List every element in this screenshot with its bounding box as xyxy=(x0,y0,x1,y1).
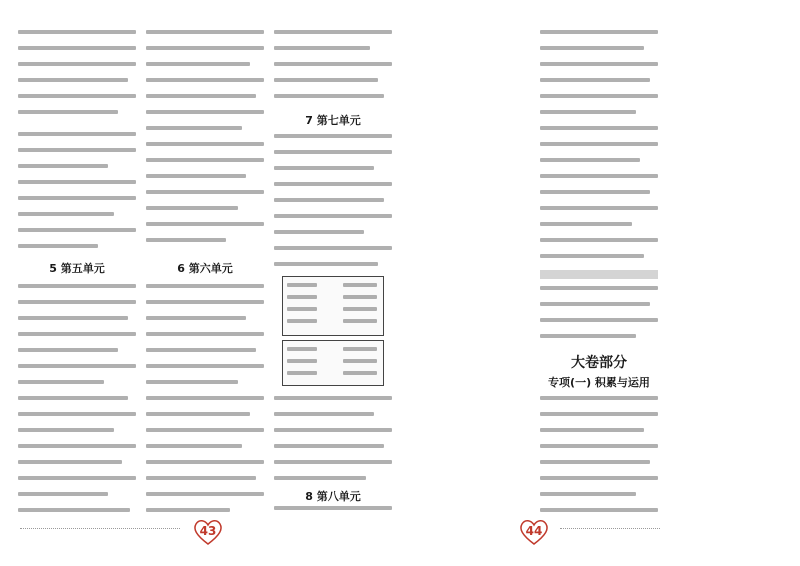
matching-diagram xyxy=(282,276,384,336)
subsection-title: 专项(一) 积累与运用 xyxy=(548,376,650,389)
page-number-right: 44 xyxy=(525,524,543,538)
unit-5-heading: 5 第五单元 xyxy=(49,262,105,275)
page-number-badge-left xyxy=(186,516,230,550)
left-column-2 xyxy=(146,22,264,512)
page-number-badge-right xyxy=(512,516,556,550)
left-column-1 xyxy=(18,22,136,512)
unit-6-heading: 6 第六单元 xyxy=(177,262,233,275)
right-page xyxy=(400,0,800,566)
analysis-band xyxy=(540,270,658,279)
footer-dots-right xyxy=(560,528,660,531)
left-column-3 xyxy=(274,22,392,512)
matching-diagram-2 xyxy=(282,340,384,386)
section-title: 大卷部分 xyxy=(571,355,627,371)
footer-dots-left xyxy=(20,528,180,531)
page-number-left: 43 xyxy=(199,524,217,538)
unit-8-heading: 8 第八单元 xyxy=(305,490,361,503)
unit-7-heading: 7 第七单元 xyxy=(305,114,361,127)
right-column-1 xyxy=(540,22,658,512)
